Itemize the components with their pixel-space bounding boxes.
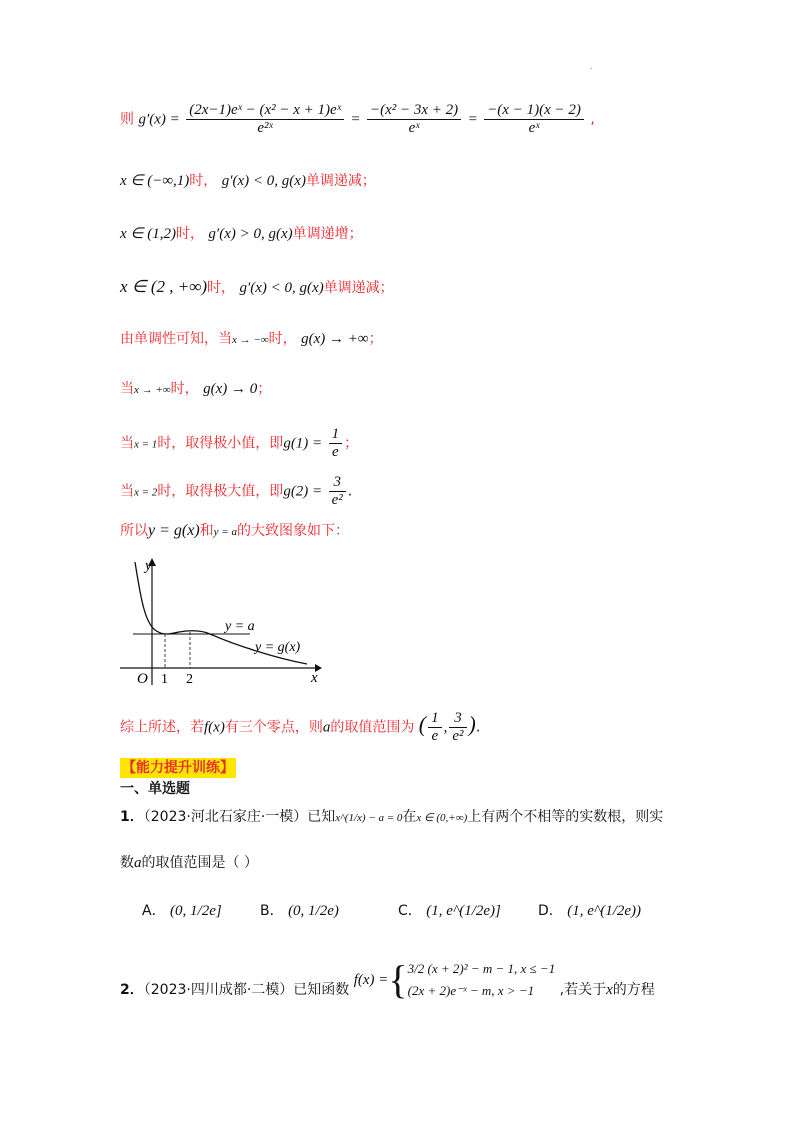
- minimum-text-a: 当: [120, 435, 134, 452]
- monotonic-math-a: x → −∞: [232, 334, 269, 346]
- interval-1-math: x ∈ (−∞,1): [120, 173, 190, 189]
- interval-2-text: 单调递增；: [292, 226, 363, 242]
- monotonic-text-b: 时，: [268, 331, 297, 347]
- question-2-case-2: (2x + 2)e⁻ˣ − m, x > −1: [407, 983, 535, 998]
- question-1-source: （2023·河北石家庄·一模）已知: [143, 809, 336, 825]
- interval-3-when: 时，: [207, 280, 236, 296]
- limit-math-a: x → +∞: [134, 384, 171, 396]
- question-2-function: f(x) =: [353, 972, 389, 988]
- monotonic-text-a: 由单调性可知，当: [120, 331, 232, 347]
- conclusion-math: f(x): [204, 719, 225, 736]
- section-heading: 一、单选题: [120, 781, 190, 797]
- fraction-numerator: (2x−1)eˣ − (x² − x + 1)eˣ: [186, 102, 344, 120]
- function-graph-figure: [115, 550, 325, 690]
- question-2-source: （2023·四川成都·二模）已知函数: [143, 982, 350, 998]
- question-2-variable: x: [606, 982, 613, 998]
- graph-text-b: 和: [199, 523, 214, 539]
- fraction-numerator: 3: [449, 710, 466, 728]
- question-2-line: 2．（2023·四川成都·二模）已知函数 f(x) ={ 3/2 (x + 2)² − m − 1, x ≤ −1 (2x + 2)e⁻ˣ − m, x > −1 ,若关于x的方程: [120, 957, 655, 1002]
- derivative-lhs: g′(x) =: [138, 111, 180, 128]
- fraction-numerator: 1: [428, 710, 442, 728]
- limit-text-a: 当: [120, 381, 134, 397]
- interval-2-condition: g′(x) > 0, g(x): [208, 226, 293, 242]
- corner-mark: .: [590, 62, 593, 71]
- derivative-line: 则 g′(x) = $\frac{\text{(2x−1)eˣ − (x² − x + 1)eˣ}}{\text{e²ˣ}}$ = $\frac{\text{−(x² − 3x + 2)}}{\text{eˣ}}$ = $\frac{-(x - 1)(x - 2)}{\text{eˣ}}$ ,: [120, 102, 595, 136]
- fraction-numerator: 3: [329, 474, 346, 492]
- x-axis-label: x: [311, 670, 318, 686]
- choice-c-value: (1, e^(1/2e)]: [426, 903, 501, 919]
- derivative-prefix: 则: [120, 111, 134, 128]
- line-a-label: y = a: [225, 619, 255, 634]
- interval-2-line: [120, 223, 760, 245]
- choice-d-label: D．: [538, 903, 563, 919]
- conclusion-fraction-2: [449, 710, 466, 745]
- question-1-line2-a: 数: [120, 855, 134, 871]
- monotonic-text-c: ；: [368, 331, 383, 347]
- graph-math-a: y = g(x): [148, 522, 200, 539]
- interval-1-condition: g′(x) < 0, g(x): [221, 173, 306, 189]
- curve-label: y = g(x): [255, 640, 301, 655]
- interval-1-when: 时，: [189, 173, 218, 189]
- maximum-text-b: 时，取得极大值，即: [157, 483, 284, 500]
- choice-c[interactable]: [398, 900, 501, 920]
- question-1-text: 上有两个不相等的实数根，则实: [467, 809, 664, 825]
- tick-label-1: 1: [161, 672, 168, 687]
- limit-math-b: g(x) → 0: [203, 381, 258, 397]
- origin-label: O: [137, 671, 148, 687]
- graph-text-c: 的大致图象如下：: [236, 523, 349, 539]
- question-1-line-1: [120, 806, 760, 829]
- fraction-denominator: eˣ: [408, 120, 420, 136]
- interval-2-when: 时，: [175, 226, 204, 242]
- derivative-fraction-2: [367, 102, 461, 137]
- maximum-text-a: 当: [120, 483, 134, 500]
- question-1-line2-b: 的取值范围是（ ）: [141, 855, 258, 871]
- fraction-denominator: e²: [452, 728, 464, 744]
- fraction-denominator: e: [332, 444, 339, 460]
- fraction-numerator: −(x² − 3x + 2): [367, 102, 461, 120]
- conclusion-fraction-1: [428, 710, 442, 745]
- fraction-numerator: −(x − 1)(x − 2): [484, 102, 584, 120]
- y-axis-label: y: [145, 558, 152, 574]
- conclusion-variable: a: [322, 719, 331, 736]
- interval-3-math: x ∈ (2 , +∞): [120, 277, 208, 296]
- limit-line: [120, 378, 760, 401]
- choice-b[interactable]: [260, 900, 339, 920]
- derivative-fraction-3: [484, 102, 584, 137]
- question-2-case-1: 3/2 (x + 2)² − m − 1, x ≤ −1: [407, 961, 556, 976]
- choice-c-label: C．: [398, 903, 422, 919]
- conclusion-text-b: 有三个零点，则: [224, 719, 323, 736]
- choice-a[interactable]: [142, 900, 222, 920]
- conclusion-text-a: 综上所述，若: [120, 719, 204, 736]
- question-1-variable: a: [134, 855, 142, 871]
- derivative-suffix: ,: [590, 111, 595, 128]
- maximum-text-c: .: [347, 483, 353, 500]
- question-1-equation: x^(1/x) − a = 0: [335, 812, 403, 824]
- maximum-math-b: g(2) =: [283, 483, 323, 500]
- choice-d[interactable]: [538, 900, 641, 920]
- fraction-denominator: eˣ: [528, 120, 540, 136]
- question-1-line-2: [120, 852, 760, 874]
- interval-3-text: 单调递减；: [323, 280, 394, 296]
- fraction-denominator: e²: [331, 492, 343, 508]
- choice-b-value: (0, 1/2e): [288, 903, 339, 919]
- question-2-cases: [408, 958, 556, 1002]
- fraction-numerator: 1: [329, 426, 343, 444]
- fraction-denominator: e: [431, 728, 439, 744]
- graph-math-b: y = a: [213, 526, 237, 538]
- interval-3-condition: g′(x) < 0, g(x): [239, 280, 324, 296]
- graph-intro-line: [120, 520, 760, 543]
- question-1-mid: 在: [402, 809, 417, 825]
- maximum-line: [120, 474, 760, 509]
- maximum-math-a: x = 2: [134, 486, 158, 499]
- choice-a-label: A．: [142, 903, 166, 919]
- minimum-text-b: 时，取得极小值，即: [157, 435, 284, 452]
- minimum-math-a: x = 1: [134, 438, 158, 451]
- question-2-tail-2: 的方程: [612, 982, 655, 998]
- derivative-fraction-1: [186, 102, 344, 137]
- choice-d-value: (1, e^(1/2e)): [567, 903, 642, 919]
- maximum-fraction: [329, 474, 346, 509]
- limit-text-c: ；: [257, 381, 272, 397]
- question-1-number: 1．: [120, 809, 144, 825]
- monotonic-line: [120, 328, 760, 351]
- training-heading: 【能力提升训练】: [122, 760, 234, 776]
- minimum-line: [120, 426, 760, 461]
- conclusion-end: .: [475, 719, 481, 736]
- fraction-denominator: e²ˣ: [257, 120, 273, 136]
- limit-text-b: 时，: [170, 381, 199, 397]
- interval-1-text: 单调递减；: [305, 173, 376, 189]
- monotonic-math-b: g(x) → +∞: [301, 331, 369, 347]
- conclusion-line: 综上所述，若f(x)有三个零点，则a的取值范围为 ( $\frac{1}{e}$ , $\frac{3}{\text{e²}}$ ).: [120, 710, 481, 744]
- interval-2-math: x ∈ (1,2): [120, 226, 176, 242]
- graph-text-a: 所以: [120, 523, 148, 539]
- tick-label-2: 2: [186, 672, 193, 687]
- question-2-number: 2．: [120, 982, 144, 998]
- minimum-text-c: ；: [344, 435, 359, 452]
- interval-3-line: [120, 276, 760, 299]
- question-2-tail: ,若关于: [559, 982, 607, 998]
- question-1-domain: x ∈ (0,+∞): [416, 812, 468, 824]
- choice-b-label: B．: [260, 903, 284, 919]
- interval-1-line: [120, 170, 760, 192]
- minimum-math-b: g(1) =: [283, 435, 323, 452]
- choice-a-value: (0, 1/2e]: [170, 903, 222, 919]
- conclusion-text-c: 的取值范围为: [330, 719, 415, 736]
- minimum-fraction: [329, 426, 343, 461]
